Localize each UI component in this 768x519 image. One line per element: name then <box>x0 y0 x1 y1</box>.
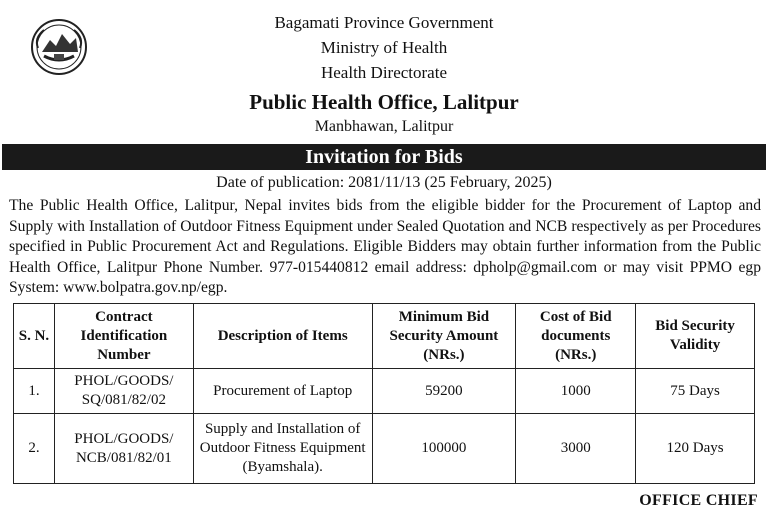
ministry-name: Ministry of Health <box>320 38 448 57</box>
cell-description: Procurement of Laptop <box>193 369 372 414</box>
header-description: Description of Items <box>193 304 372 369</box>
office-name: Public Health Office, Lalitpur <box>249 90 519 114</box>
bid-table <box>13 303 755 484</box>
table-row <box>14 414 755 484</box>
invitation-banner: Invitation for Bids <box>2 144 766 170</box>
cell-validity: 120 Days <box>636 414 755 484</box>
office-address: Manbhawan, Lalitpur <box>314 118 454 135</box>
cell-bid-security: 100000 <box>372 414 516 484</box>
office-chief-signatory: OFFICE CHIEF <box>639 492 758 509</box>
cell-validity: 75 Days <box>636 369 755 414</box>
table-row <box>14 369 755 414</box>
notice-body: The Public Health Office, Lalitpur, Nepal invites bids from the eligible bidder for the Procurement of Laptop and Supply with Installation of Outdoor Fitness Equipment under Sealed Quotation and NCB respectively as per Procedures specified in Public Procurement Act and Regulations. Eligible Bidders may obtain further information from the Public Health Office, Lalitpur Phone Number. 977-015440812 email address: dpholp@gmail.com or may visit PPMO egp System: www.bolpatra.gov.np/egp. <box>9 197 761 297</box>
cell-bid-security: 59200 <box>372 369 516 414</box>
directorate-name: Health Directorate <box>320 63 447 82</box>
table-header-row <box>14 304 755 369</box>
cell-cost: 1000 <box>516 369 636 414</box>
publication-date: Date of publication: 2081/11/13 (25 February, 2025) <box>216 174 552 191</box>
government-name: Bagamati Province Government <box>274 13 494 32</box>
header-contract-id: Contract Identification Number <box>54 304 193 369</box>
cell-contract-id: PHOL/GOODS/ SQ/081/82/02 <box>54 369 193 414</box>
header-cost: Cost of Bid documents (NRs.) <box>516 304 636 369</box>
header-validity: Bid Security Validity <box>636 304 755 369</box>
header-sn: S. N. <box>14 304 55 369</box>
cell-contract-id: PHOL/GOODS/ NCB/081/82/01 <box>54 414 193 484</box>
cell-sn: 1. <box>14 369 55 414</box>
cell-description: Supply and Installation of Outdoor Fitness Equipment (Byamshala). <box>193 414 372 484</box>
cell-sn: 2. <box>14 414 55 484</box>
header-bid-security: Minimum Bid Security Amount (NRs.) <box>372 304 516 369</box>
cell-cost: 3000 <box>516 414 636 484</box>
